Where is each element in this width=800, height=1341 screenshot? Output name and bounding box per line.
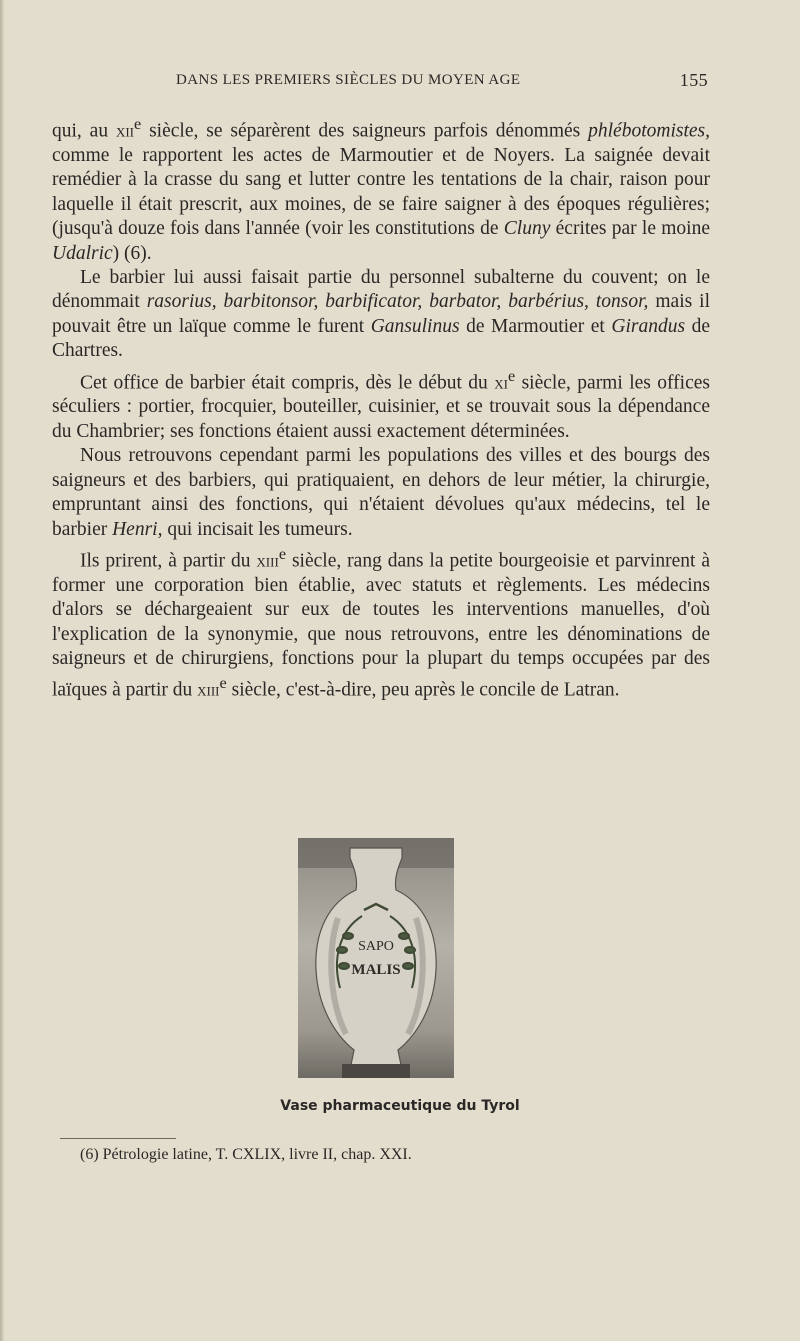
century-numeral: xiii [256,550,279,572]
italic-term: Gansulinus [370,315,460,337]
text-run: mais il pouvait être un laïque comme le furent [52,291,710,337]
text-run: de Marmoutier et [459,315,612,337]
italic-term: Udalric [52,242,113,264]
text-run: comme le rapportent les actes de Marmoutier et de Noyers. La saignée devait remédier à la crasse du sang et lutter contre les tentations de la chair, raison pour laquelle il était prescrit, aux moines, de se faire saigner à des époques régulières; (jusqu'à douze fois dans l'année (voir les constitutions de [52,144,710,240]
text-run: siècle, parmi les offices séculiers : portier, frocquier, bouteiller, cuisinier, et se trouvait sous la dépendance du Chambrier; ses fonctions étaient aussi exactement déterminées. [52,372,710,442]
century-numeral: xi [494,372,508,394]
text-run: qui, au [52,120,116,142]
ordinal-superscript: e [219,674,227,693]
body-text [52,112,710,703]
running-header [176,72,708,96]
italic-term: Henri, [112,518,163,540]
century-numeral: xii [115,120,134,142]
vase-label-line-2: MALIS [351,962,401,978]
italic-term: Cluny [503,218,551,240]
text-run: Le barbier lui aussi faisait partie du personnel subalterne du couvent; on le dénommait [52,266,710,313]
paragraph-2 [52,266,710,364]
text-run: siècle, c'est-à-dire, peu après le concile de Latran. [226,679,620,701]
italic-term: Girandus [611,315,686,337]
text-run: Cet office de barbier était compris, dès le début du [80,372,495,394]
paragraph-3 [52,364,710,445]
vase-label-line-1: SAPO [358,939,394,954]
text-run: siècle, rang dans la petite bourgeoisie et parvinrent à former une corporation bien établie, avec statuts et règlements. Les médecins d'alors se déchargeaient sur eux de toutes les interventions manuelles, d'où l'explication de la synonymie, que nous retrouvons, entre les dénominations de saigneurs et de chirurgiens, fonctions pour la plupart du temps occupées par des laïques à partir du [52,550,710,701]
text-run: qui incisait les tumeurs. [162,518,353,540]
paragraph-5 [52,542,710,703]
text-run: siècle, se séparèrent des saigneurs parfois dénommés [141,120,589,142]
page-number: 155 [679,70,708,90]
footnote: (6) Pétrologie latine, T. CXLIX, livre II, chap. XXI. [80,1146,412,1163]
page-edge [0,0,4,1341]
vase-photograph [298,838,454,1078]
paragraph-1 [52,112,710,266]
italic-term: phlébotomistes, [588,120,710,142]
text-run: Nous retrouvons cependant parmi les populations des villes et des bourgs des saigneurs et des barbiers, qui pratiquaient, en dehors de leur métier, la chirurgie, empruntant ainsi des fonctions, qui n'étaient dévolues qu'aux médecins, tel le barbier [52,445,710,540]
text-run: Ils prirent, à partir du [80,550,257,572]
figure-caption: Vase pharmaceutique du Tyrol [280,1098,520,1114]
italic-term: rasorius, barbitonsor, barbificator, barbator, barbérius, tonsor, [146,291,649,313]
vase-illustration [298,838,454,1078]
ordinal-superscript: e [278,544,287,563]
text-run: écrites par le moine [550,218,710,240]
text-run: ) (6). [112,242,152,264]
footnote-rule [60,1138,176,1139]
ordinal-superscript: e [507,366,516,385]
running-title: DANS LES PREMIERS SIÈCLES DU MOYEN AGE [176,72,521,88]
paragraph-4 [52,444,710,542]
text-run: de Chartres. [52,315,710,362]
ordinal-superscript: e [134,115,142,133]
century-numeral: xiii [197,679,220,701]
